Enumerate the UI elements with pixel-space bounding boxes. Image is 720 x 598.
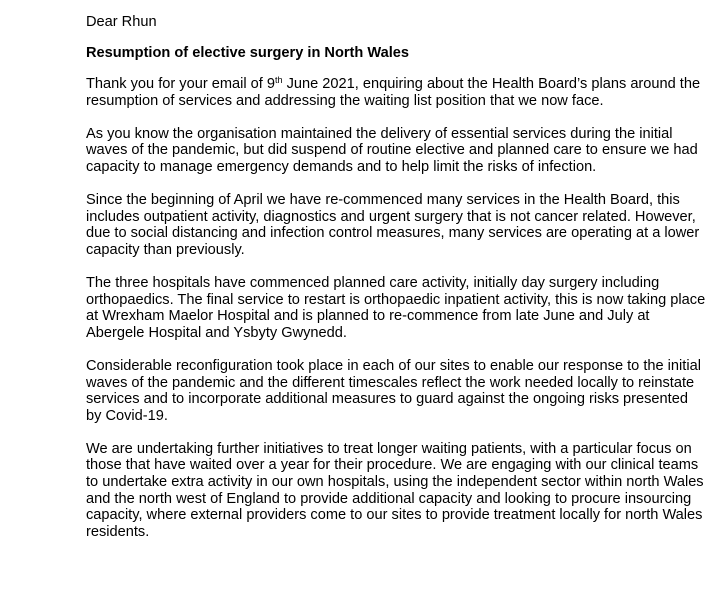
paragraph-hospitals: The three hospitals have commenced planned care activity, initially day surgery including orthopaedics. The final service to restart is orthopaedic inpatient activity, this is now taking place at Wrexham Maelor Hospital and is planned to re-commence from late June and July at Abergele Hospital and Ysbyty Gwynedd. — [86, 275, 706, 341]
intro-text-start: Thank you for your email of 9 — [86, 76, 275, 93]
paragraph-essential-services: As you know the organisation maintained the delivery of essential services during the initial waves of the pandemic, but did suspend of routine elective and planned care to ensure we had capacity to manage emergency demands and to help limit the risks of infection. — [86, 125, 698, 176]
subject-heading: Resumption of elective surgery in North Wales — [86, 44, 410, 61]
paragraph-reconfiguration: Considerable reconfiguration took place in each of our sites to enable our response to the initial waves of the pandemic and the different timescales reflect the work needed locally to reinstate services and to incorporate additional measures to guard against the ongoing risks presented by Covid-19. — [86, 357, 701, 424]
salutation: Dear Rhun — [86, 14, 157, 30]
letter-body — [86, 14, 706, 557]
paragraph-recommenced-services: Since the beginning of April we have re-commenced many services in the Health Board, this includes outpatient activity, diagnostics and urgent surgery that is not cancer related. However, due to social distancing and infection control measures, many services are operating at a lower capacity than previously. — [86, 192, 700, 258]
intro-text-end: June 2021, enquiring about the Health Board’s plans around the resumption of services and addressing the waiting list position that we now face. — [86, 76, 701, 109]
ordinal-suffix: th — [275, 75, 283, 86]
paragraph-initiatives: We are undertaking further initiatives to treat longer waiting patients, with a particular focus on those that have waited over a year for their procedure. We are engaging with our clinical teams to undertake extra activity in our own hospitals, using the independent sector within north Wales and the north west of England to provide additional capacity and looking to procure insourcing capacity, where external providers come to our sites to provide treatment locally for north Wales residents. — [86, 440, 704, 540]
paragraph-intro — [86, 76, 706, 109]
